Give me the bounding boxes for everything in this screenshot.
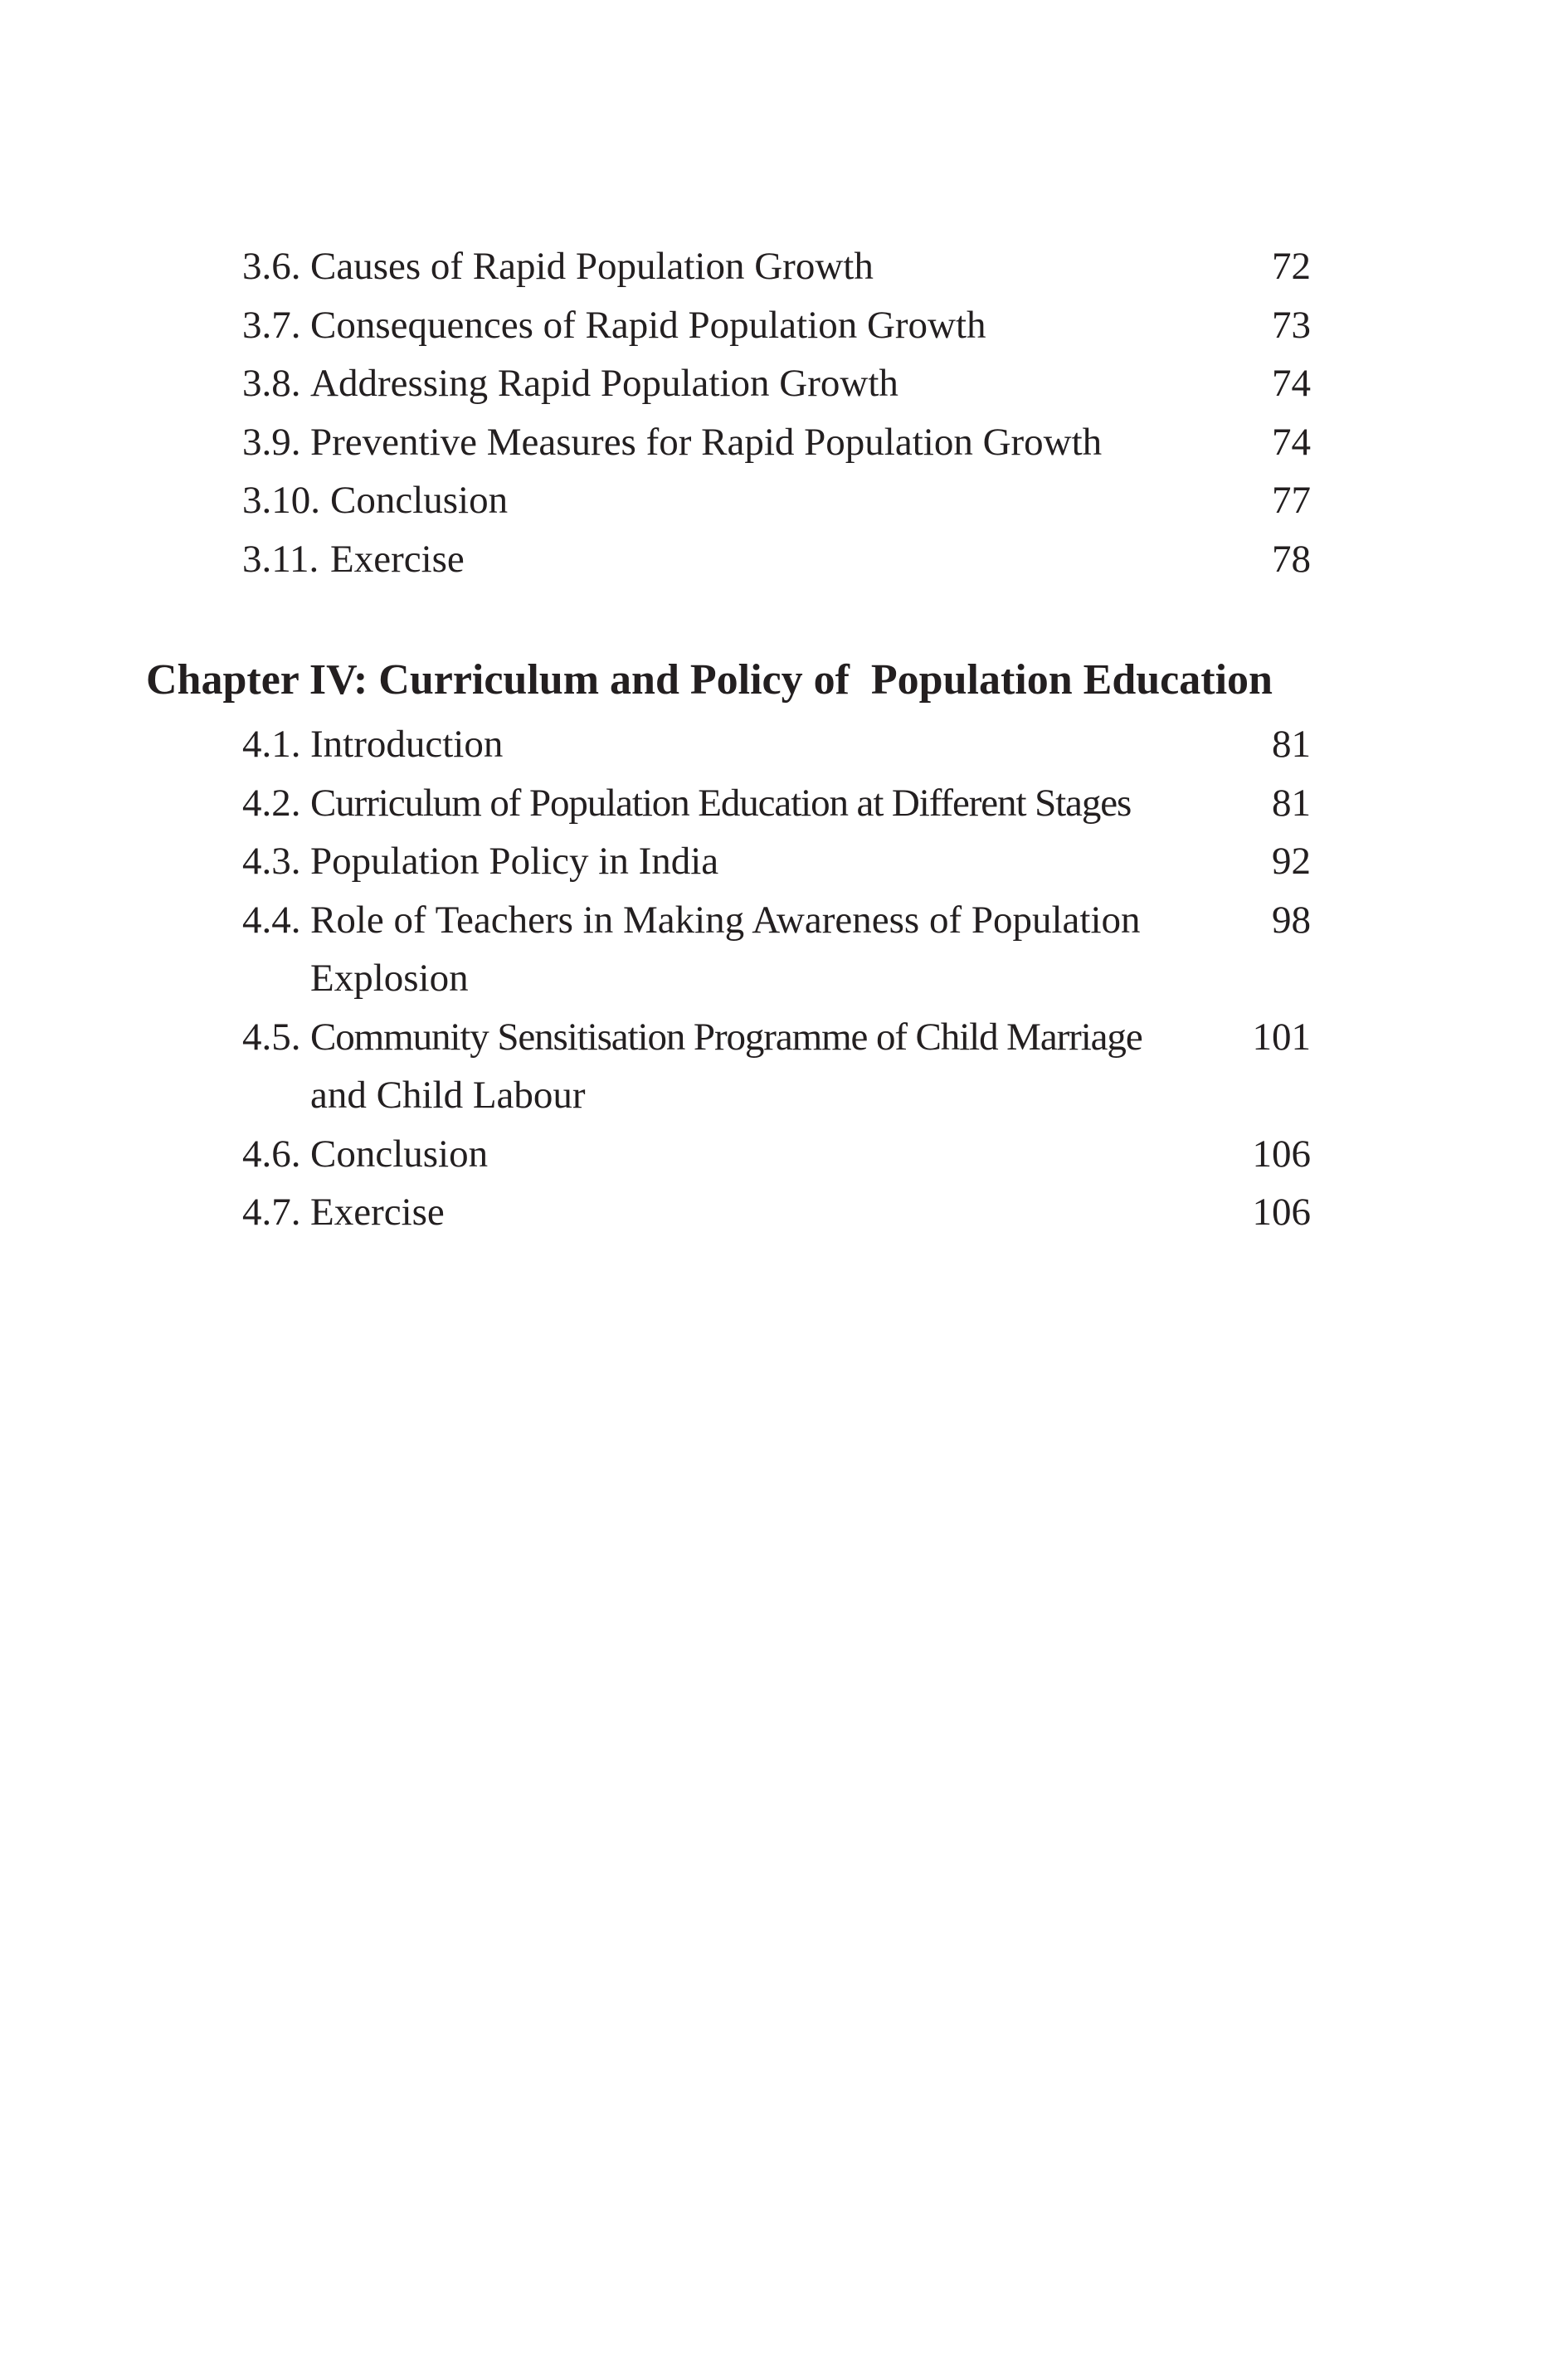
- toc-entry-4-3[interactable]: [0, 832, 1568, 891]
- entry-number: 4.3.: [242, 840, 301, 883]
- toc-entry-3-9[interactable]: [0, 413, 1568, 472]
- entry-title: Conclusion: [310, 1132, 489, 1176]
- toc-entry-3-10[interactable]: [0, 471, 1568, 530]
- entry-page-number: 78: [1272, 537, 1311, 581]
- entry-number: 4.6.: [242, 1132, 301, 1176]
- entry-page-number: 106: [1252, 1132, 1311, 1176]
- entry-page-number: 73: [1272, 303, 1311, 347]
- entry-page-number: 101: [1252, 1015, 1311, 1059]
- toc-entry-4-7[interactable]: [0, 1183, 1568, 1242]
- entry-title-line-2: and Child Labour: [310, 1074, 586, 1117]
- entry-title: Curriculum of Population Education at Different Stages: [310, 781, 1132, 825]
- entry-title: Causes of Rapid Population Growth: [310, 245, 874, 288]
- entry-title: Preventive Measures for Rapid Population Growth: [310, 420, 1103, 464]
- toc-entry-3-8[interactable]: [0, 354, 1568, 413]
- entry-title: Population Policy in India: [310, 840, 719, 883]
- toc-entry-4-5[interactable]: [0, 1008, 1568, 1125]
- entry-number: 4.1.: [242, 723, 301, 766]
- entry-number: 3.10.: [242, 479, 320, 522]
- toc-chapter-3-entries: [0, 237, 1568, 588]
- entry-number: 4.4.: [242, 898, 301, 942]
- entry-title: Addressing Rapid Population Growth: [310, 362, 898, 405]
- toc-entry-3-7[interactable]: [0, 296, 1568, 355]
- entry-page-number: 106: [1252, 1191, 1311, 1234]
- toc-entry-4-6[interactable]: [0, 1125, 1568, 1184]
- entry-number: 3.8.: [242, 362, 301, 405]
- entry-page-number: 74: [1272, 362, 1311, 405]
- toc-entry-3-11[interactable]: [0, 530, 1568, 589]
- toc-entry-3-6[interactable]: [0, 237, 1568, 296]
- entry-title-line-2: Explosion: [310, 957, 469, 1000]
- chapter-heading[interactable]: Chapter IV: Curriculum and Policy of Population Education: [146, 656, 1273, 704]
- toc-entry-4-4[interactable]: [0, 891, 1568, 1008]
- entry-title: Exercise: [330, 537, 465, 581]
- entry-page-number: 92: [1272, 840, 1311, 883]
- entry-number: 4.7.: [242, 1191, 301, 1234]
- entry-title-line-1: Role of Teachers in Making Awareness of Population: [310, 898, 1141, 942]
- entry-number: 3.7.: [242, 303, 301, 347]
- entry-title: Consequences of Rapid Population Growth: [310, 303, 986, 347]
- entry-number: 4.2.: [242, 781, 301, 825]
- toc-entry-4-1[interactable]: [0, 715, 1568, 774]
- toc-entry-4-2[interactable]: [0, 774, 1568, 833]
- entry-page-number: 81: [1272, 723, 1311, 766]
- entry-title-line-1: Community Sensitisation Programme of Child Marriage: [310, 1015, 1142, 1059]
- entry-title: Conclusion: [330, 479, 509, 522]
- toc-chapter-4: [0, 645, 1568, 1242]
- entry-number: 3.6.: [242, 245, 301, 288]
- entry-title: Exercise: [310, 1191, 445, 1234]
- entry-number: 4.5.: [242, 1015, 301, 1059]
- entry-title: Introduction: [310, 723, 504, 766]
- entry-page-number: 81: [1272, 781, 1311, 825]
- entry-page-number: 98: [1272, 898, 1311, 942]
- entry-number: 3.11.: [242, 537, 319, 581]
- entry-number: 3.9.: [242, 420, 301, 464]
- entry-page-number: 77: [1272, 479, 1311, 522]
- entry-page-number: 72: [1272, 245, 1311, 288]
- entry-page-number: 74: [1272, 420, 1311, 464]
